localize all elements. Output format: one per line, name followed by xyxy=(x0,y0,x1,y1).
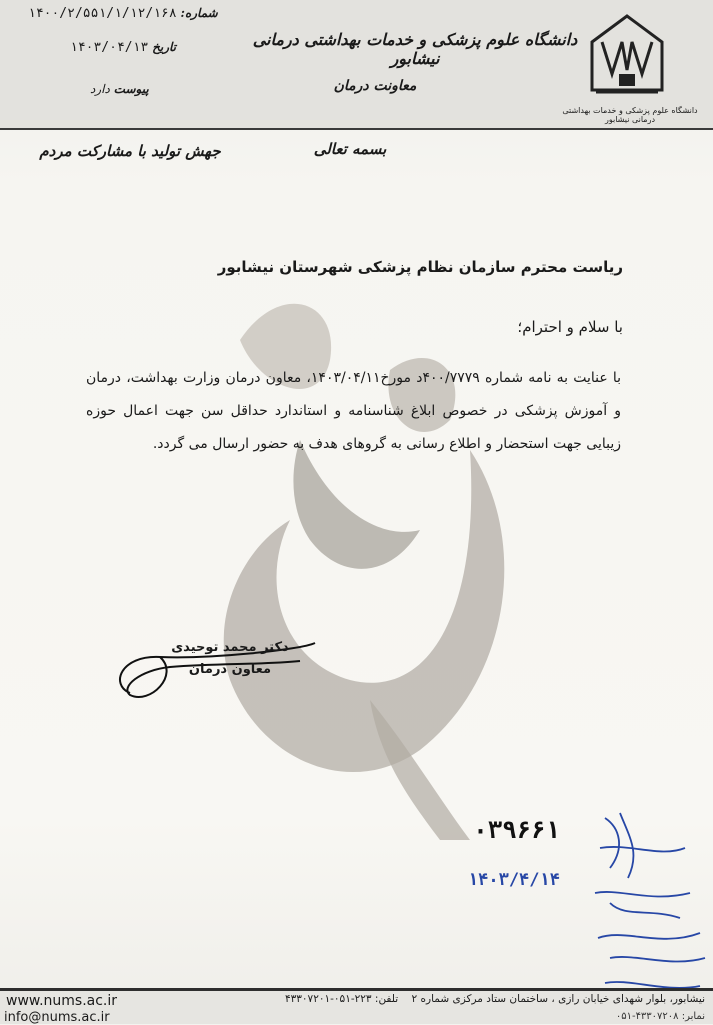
footer-address xyxy=(185,993,705,1005)
footer-website-link[interactable]: www.nums.ac.ir xyxy=(6,993,118,1009)
letter-attachment-value: دارد xyxy=(90,82,110,96)
letter-number-value: ۱۴۰۰/۲/۵۵۱/۱/۱۲/۱۶۸ xyxy=(28,6,177,21)
footer-phone: ۲۲۳-۰۵۱-۴۳۳۰۷۲۰۱ xyxy=(285,993,372,1005)
signer-name: دکتر محمد توحیدی xyxy=(171,640,289,655)
letter-date-label: تاریخ xyxy=(152,40,176,54)
university-logo-icon xyxy=(586,12,668,98)
letter-attachment xyxy=(90,82,149,96)
signer-title: معاون درمان xyxy=(188,662,272,677)
logo-caption: دانشگاه علوم پزشکی و خدمات بهداشتی درمانی نیشابور xyxy=(562,106,698,124)
footer-phone-label: تلفن: xyxy=(374,993,399,1005)
recipient-line: ریاست محترم سازمان نظام پزشکی شهرستان نیشابور xyxy=(217,258,623,276)
bismillah: بسمه تعالی xyxy=(313,140,387,158)
registration-number-stamp: ۰۳۹۶۶۱ xyxy=(473,816,560,844)
footer-email-link[interactable]: info@nums.ac.ir xyxy=(4,1010,110,1025)
footer-address-text: نیشابور، بلوار شهدای خیابان رازی ، ساختمان ستاد مرکزی شماره ۲ xyxy=(411,993,705,1005)
letter-date xyxy=(70,40,176,55)
letter-body: با عنایت به نامه شماره ۴۰۰/۷۷۷۹د مورخ۱۴۰۳/۰۴/۱۱، معاون درمان وزارت بهداشت، درمان و آموزش پزشکی در خصوص ابلاغ شناسنامه و استاندارد حداقل سن جهت اعمال حوزه زیبایی جهت استحضار و اطلاع رسانی به گروهای هدف به حضور ارسال می گردد. xyxy=(86,370,622,452)
deputy-name: معاونت درمان xyxy=(333,78,417,94)
footer-fax: نمابر: ۴۳۳۰۷۲۰۸-۰۵۱ xyxy=(615,1011,705,1022)
university-name: دانشگاه علوم پزشکی و خدمات بهداشتی درمانی نیشابور xyxy=(252,30,578,68)
handwritten-note-icon xyxy=(590,808,713,1018)
year-slogan: جهش تولید با مشارکت مردم xyxy=(39,142,221,160)
letter-date-value: ۱۴۰۳/۰۴/۱۳ xyxy=(70,40,149,55)
letter-number-label: شماره: xyxy=(180,6,218,20)
letter-number xyxy=(28,6,218,21)
letter-attachment-label: پیوست xyxy=(113,82,149,96)
greeting: با سلام و احترام؛ xyxy=(517,318,623,336)
registration-date-stamp: ۱۴۰۳/۴/۱۴ xyxy=(467,870,560,890)
